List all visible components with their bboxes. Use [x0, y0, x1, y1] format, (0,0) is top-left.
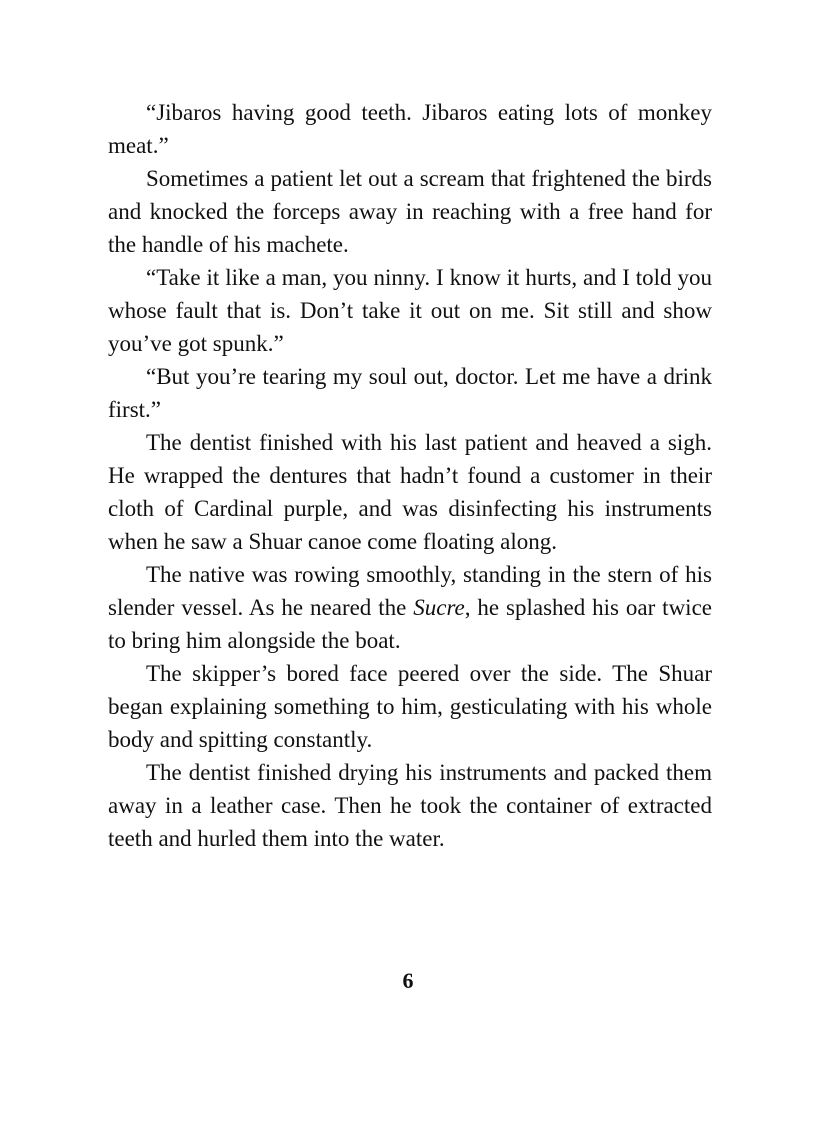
- paragraph-4: “But you’re tearing my soul out, doctor. Let me have a drink first.”: [108, 364, 712, 422]
- paragraph-5: The dentist finished with his last patient and heaved a sigh. He wrapped the dentures that hadn’t found a customer in their cloth of Cardinal purple, and was disinfecting his instruments when he saw a Shuar canoe come floating along.: [108, 430, 712, 554]
- paragraph-2: Sometimes a patient let out a scream that frightened the birds and knocked the forceps away in reaching with a free hand for the handle of his machete.: [108, 166, 712, 257]
- body-text: [108, 96, 712, 855]
- paragraph-6: [108, 558, 712, 657]
- page-number: 6: [402, 968, 414, 993]
- paragraph-8: The dentist finished drying his instruments and packed them away in a leather case. Then he took the container of extracted teeth and hurled them into the water.: [108, 760, 712, 851]
- paragraph-6-before: The native was rowing smoothly, standing in the stern of his slender vessel. As he neared the: [108, 562, 712, 620]
- paragraph-1: “Jibaros having good teeth. Jibaros eating lots of monkey meat.”: [108, 100, 712, 158]
- paragraph-3: “Take it like a man, you ninny. I know it hurts, and I told you whose fault that is. Don’t take it out on me. Sit still and show you’ve got spunk.”: [108, 265, 712, 356]
- boat-name: Sucre: [413, 595, 465, 620]
- paragraph-7: The skipper’s bored face peered over the side. The Shuar began explaining something to him, gesticulating with his whole body and spitting constantly.: [108, 661, 712, 752]
- paragraph-6-after: , he splashed his oar twice to bring him alongside the boat.: [108, 595, 712, 653]
